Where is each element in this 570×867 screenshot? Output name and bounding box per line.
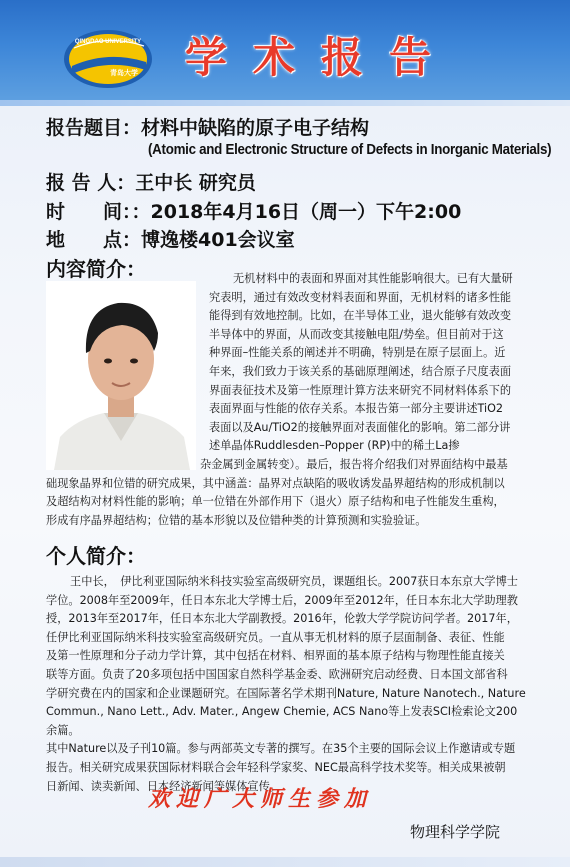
svg-text:QINGDAO UNIVERSITY: QINGDAO UNIVERSITY: [74, 39, 142, 45]
welcome-slogan: 欢迎广大师生参加: [148, 786, 373, 812]
place-row: [46, 225, 295, 252]
place-label: 地 点：: [46, 229, 142, 251]
university-logo-icon: [62, 28, 154, 90]
bio-line-text: 王中长， 伊比利亚国际纳米科技实验室高级研究员，课题组长。2007获日本东京大学博士: [70, 575, 518, 588]
header-banner: [0, 0, 570, 100]
abstract-heading: 内容简介：: [46, 257, 146, 281]
bio-line: 日新闻、读卖新闻、日本经济新闻等媒体宣传。: [46, 779, 281, 793]
time-row: [46, 197, 461, 224]
abstract-line: 杂金属到金属转变）。最后，报告将介绍我们对界面结构中最基: [200, 458, 508, 471]
bio-line: [46, 573, 526, 592]
abstract-line: 础现象晶界和位错的研究成果，其中涵盖：晶界对点缺陷的吸收诱发晶界超结构的形成机制以: [46, 476, 505, 490]
time-value: ：2018年4月16日（周一）下午2:00: [131, 201, 462, 223]
bio-line: 学位。2008年至2009年，任日本东北大学博士后，2009年至2012年，任日本东北大学助理教: [46, 593, 518, 607]
abstract-line: [209, 270, 525, 289]
bio-line: 其中Nature以及子刊10篇。参与两部英文专著的撰写。在35个主要的国际会议上作邀请或专题: [46, 742, 516, 756]
abstract-line: 究表明，通过有效改变材料表面和界面，无机材料的诸多性能: [209, 290, 512, 304]
abstract-line: 及超结构对材料性能的影响；单一位错在外部作用下（退火）原子结构和电子性能发生重构，: [46, 495, 505, 509]
bio-line: 报告。相关研究成果获国际材料联合会年轻科学家奖、NEC最高科学技术奖等。相关成果被朝: [46, 760, 506, 774]
speaker-photo: [46, 281, 196, 470]
bio-line: Commun., Nano Lett., Adv. Mater., Angew Chemie, ACS Nano等上发表SCI检索论文200余篇。: [46, 705, 518, 737]
abstract-line: 表面界面与性能的依存关系。本报告第一部分主要讲述TiO2: [209, 402, 504, 416]
speaker-label: 报 告 人：: [46, 172, 136, 194]
topic-value: 材料中缺陷的原子电子结构: [141, 117, 370, 139]
topic-english: (Atomic and Electronic Structure of Defects in Inorganic Materials): [148, 142, 552, 158]
abstract-text-right: [209, 270, 525, 456]
abstract-line: 述单晶体Ruddlesden–Popper (RP)中的稀土La掺: [209, 439, 460, 453]
speaker-row: [46, 168, 256, 195]
bio-text: [46, 573, 526, 796]
abstract-text-bottom: [46, 456, 526, 530]
speaker-value: 王中长 研究员: [135, 172, 256, 194]
abstract-line: 种界面–性能关系的阐述并不明确，特别是在原子层面上。近: [209, 346, 506, 360]
topic-label: 报告题目：: [46, 117, 142, 139]
bio-line: 任伊比利亚国际纳米科技实验室高级研究员。一直从事无机材料的原子层面制备、表征、性能: [46, 630, 505, 644]
bio-heading: 个人简介：: [46, 544, 146, 568]
abstract-line: 表面以及Au/TiO2的接触界面对表面催化的影响。第二部分讲: [209, 420, 511, 434]
bio-line: 授，2013年至2017年，任日本东北大学副教授。2016年，伦敦大学学院访问学者。2017年，: [46, 612, 518, 626]
bio-line: 联等方面。负责了20多项包括中国国家自然科学基金委、欧洲研究启动经费、日本国文部省科: [46, 667, 508, 681]
portrait-image: [46, 281, 196, 470]
topic-row: [46, 113, 369, 140]
abstract-line-text: 无机材料中的表面和界面对其性能影响很大。已有大量研: [233, 272, 513, 285]
abstract-line: 半导体中的界面，从而改变其接触电阻/势垒。但目前对于这: [209, 327, 504, 341]
header-divider: [0, 100, 570, 106]
bio-line: 及第一性原理和分子动力学计算，其中包括在材料、相界面的基本原子结构与物理性能直接关: [46, 649, 505, 663]
place-value: 博逸楼401会议室: [141, 229, 295, 251]
abstract-line: 能得到有效地控制。比如，在半导体工业，退火能够有效改变: [209, 309, 512, 323]
abstract-line: 界面表征技术及第一性原理计算方法来研究不同材料体系下的: [209, 383, 512, 397]
bio-line: 学研究费在内的国家和企业课题研究。在国际著名学术期刊Nature, Nature Nanotech., Nature: [46, 686, 526, 700]
abstract-line: 形成有序晶界超结构；位错的基本形貌以及位错种类的计算预测和实验验证。: [46, 513, 427, 527]
footer-bar: [0, 857, 570, 867]
svg-text:青岛大学: 青岛大学: [110, 69, 138, 77]
abstract-line: 年来，我们致力于该关系的基础原理阐述，结合原子尺度表面: [209, 364, 512, 378]
host-school: 物理科学学院: [410, 823, 501, 841]
time-label: 时 间：: [46, 201, 132, 223]
page-title: 学术报告: [185, 33, 458, 82]
